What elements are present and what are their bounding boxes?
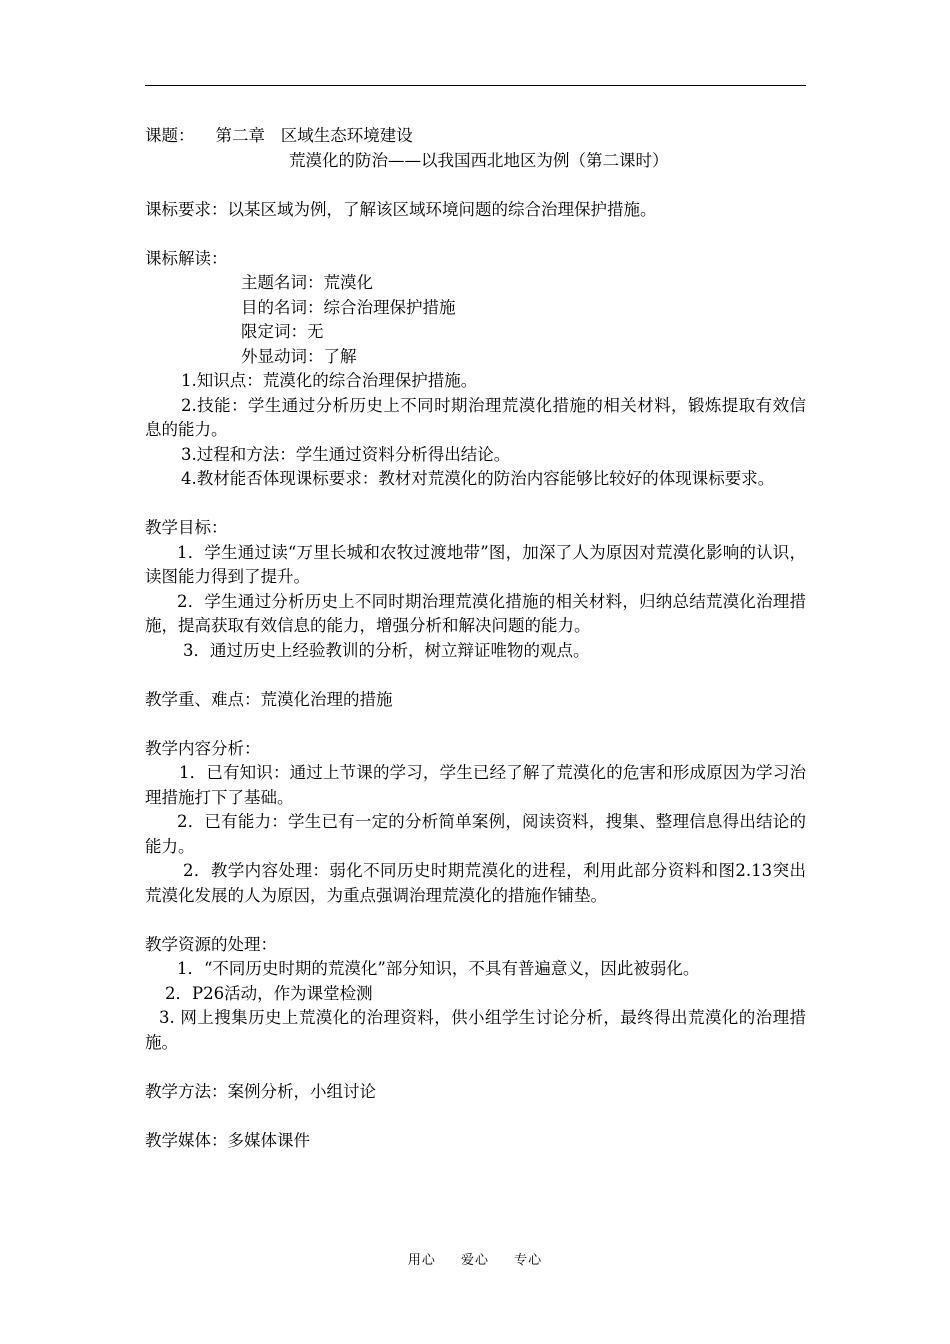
standard-requirement: 课标要求：以某区域为例，了解该区域环境问题的综合治理保护措施。 [145,199,657,219]
spacer [145,908,806,933]
objective-item: 3．通过历史上经验教训的分析，树立辩证唯物的观点。 [183,640,590,660]
lesson-plan-body [145,124,806,1153]
lesson-subtitle: 荒漠化的防治——以我国西北地区为例（第二课时） [289,150,669,170]
resource-item: 3. 网上搜集历史上荒漠化的治理资料，供小组学生讨论分析，最终得出荒漠化的治理措施。 [145,1008,806,1052]
interpretation-point: 4.教材能否体现课标要求：教材对荒漠化的防治内容能够比较好的体现课标要求。 [181,469,775,488]
content-analysis-item: 2．教学内容处理：弱化不同历史时期荒漠化的进程，利用此部分资料和图2.13突出荒漠化发展的人为原因，为重点强调治理荒漠化的措施作铺垫。 [145,861,806,905]
resources-heading: 教学资源的处理： [145,934,277,954]
resource-item: 2．P26活动，作为课堂检测 [165,983,373,1003]
objective-item: 2．学生通过分析历史上不同时期治理荒漠化措施的相关材料，归纳总结荒漠化治理措施，提高获取有效信息的能力，增强分析和解决问题的能力。 [145,591,806,635]
spacer [145,173,806,198]
page-footer: 用心 爱心 专心 [407,1253,543,1268]
interpretation-point: 2.技能：学生通过分析历史上不同时期治理荒漠化措施的相关材料，锻炼提取有效信息的能力。 [145,395,806,439]
interpretation-point: 3.过程和方法：学生通过资料分析得出结论。 [181,444,511,464]
interpretation-point: 1.知识点：荒漠化的综合治理保护措施。 [181,371,478,390]
resource-item: 1．“不同历史时期的荒漠化”部分知识，不具有普遍意义，因此被弱化。 [177,959,700,978]
content-analysis-item: 1．已有知识：通过上节课的学习，学生已经了解了荒漠化的危害和形成原因为学习治理措施打下了基础。 [145,763,806,807]
spacer [145,712,806,737]
spacer [145,492,806,517]
key-points: 教学重、难点：荒漠化治理的措施 [145,689,393,709]
interpretation-term: 外显动词：了解 [241,346,357,366]
objective-item: 1．学生通过读“万里长城和农牧过渡地带”图，加深了人为原因对荒漠化影响的认识，读图能力得到了提升。 [145,542,806,586]
spacer [145,663,806,688]
interpretation-heading: 课标解读： [145,248,228,268]
spacer [145,222,806,247]
spacer [145,1104,806,1129]
spacer [145,1055,806,1080]
content-analysis-heading: 教学内容分析： [145,738,261,758]
interpretation-term: 限定词：无 [241,322,324,341]
objectives-heading: 教学目标： [145,518,228,537]
interpretation-term: 目的名词：综合治理保护措施 [241,297,456,317]
lesson-title: 课题： 第二章 区域生态环境建设 [145,126,413,145]
teaching-methods: 教学方法：案例分析，小组讨论 [145,1081,376,1101]
header-rule [145,85,806,86]
interpretation-term: 主题名词：荒漠化 [241,273,373,292]
teaching-media: 教学媒体：多媒体课件 [145,1130,310,1150]
content-analysis-item: 2．已有能力：学生已有一定的分析简单案例，阅读资料，搜集、整理信息得出结论的能力。 [145,812,806,856]
